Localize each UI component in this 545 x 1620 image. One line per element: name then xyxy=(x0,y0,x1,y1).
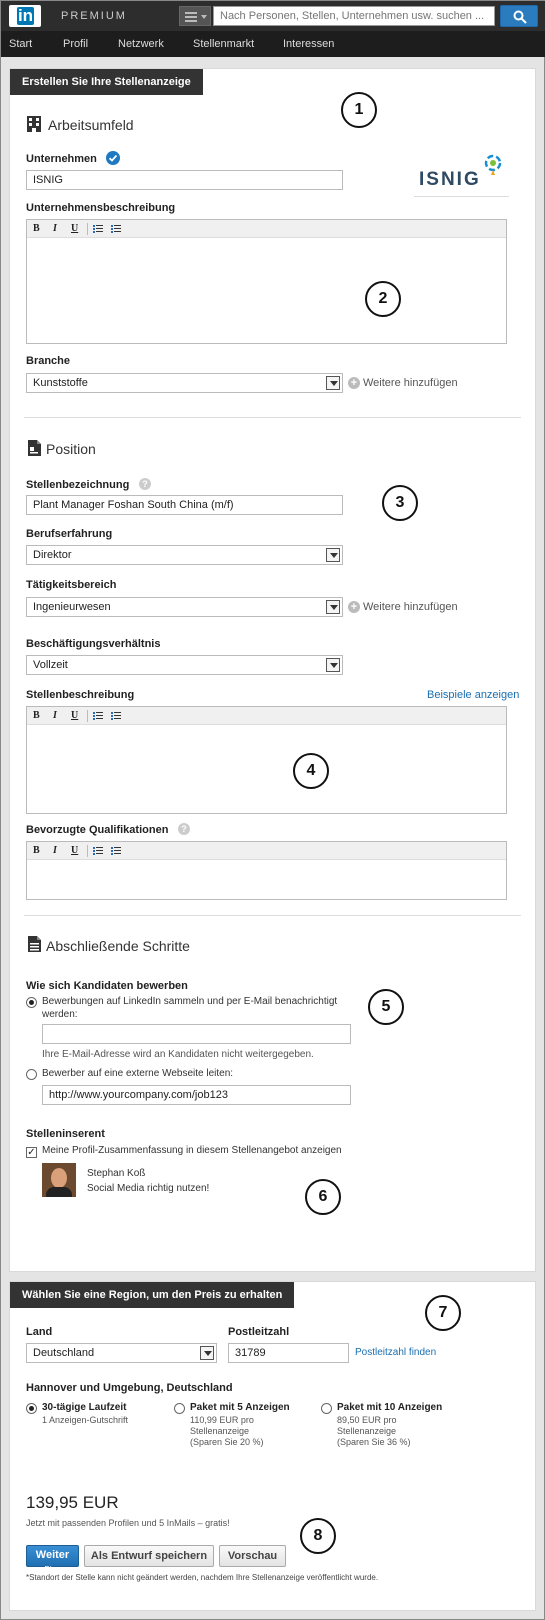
editor-toolbar xyxy=(27,220,506,238)
top-bar xyxy=(1,1,545,31)
country-select-value: Deutschland xyxy=(33,1347,95,1359)
branch-label: Branche xyxy=(26,355,71,367)
next-button-sublabel: Blog xyxy=(44,1565,61,1574)
option-external-text: Bewerber auf eine externe Webseite leiten: xyxy=(42,1068,234,1079)
qualifications-editor[interactable] xyxy=(26,841,507,900)
job-title-input[interactable] xyxy=(26,495,343,515)
branch-select-value: Kunststoffe xyxy=(33,377,88,389)
option-linkedin-text-1: Bewerbungen auf LinkedIn sammeln und per E-Mail benachrichtigt xyxy=(42,996,338,1007)
verified-check-icon xyxy=(106,151,120,165)
document-icon xyxy=(27,439,42,457)
numbered-list-icon[interactable] xyxy=(111,712,121,720)
country-select[interactable] xyxy=(26,1343,217,1363)
bullet-list-icon[interactable] xyxy=(93,225,103,233)
pricing-panel xyxy=(9,1281,536,1611)
chevron-down-icon xyxy=(326,658,340,672)
add-branch-link[interactable]: Weitere hinzufügen xyxy=(363,377,458,389)
chevron-down-icon xyxy=(201,15,207,19)
radio-package-10[interactable] xyxy=(321,1403,332,1414)
qualifications-label: Bevorzugte Qualifikationen xyxy=(26,824,169,836)
region-title: Hannover und Umgebung, Deutschland xyxy=(26,1382,233,1394)
examples-link[interactable]: Beispiele anzeigen xyxy=(427,689,520,701)
nav-start[interactable]: Start xyxy=(9,38,33,50)
package-10-price: 89,50 EUR pro xyxy=(337,1415,397,1425)
package-10-title: Paket mit 10 Anzeigen xyxy=(337,1402,443,1413)
info-icon[interactable]: ? xyxy=(178,823,190,835)
poster-name: Stephan Koß xyxy=(87,1168,146,1179)
annotation-3: 3 xyxy=(382,485,418,521)
preview-button[interactable]: Vorschau xyxy=(219,1545,286,1567)
poster-label: Stelleninserent xyxy=(26,1128,105,1140)
nav-netzwerk[interactable]: Netzwerk xyxy=(118,38,164,50)
next-button-label: Weiter xyxy=(35,1549,70,1561)
search-input[interactable] xyxy=(213,6,495,26)
footnote: *Standort der Stelle kann nicht geändert werden, nachdem Ihre Stellenanzeige veröffentlicht wurde. xyxy=(26,1573,379,1582)
italic-button[interactable]: I xyxy=(53,710,57,721)
function-label: Tätigkeitsbereich xyxy=(26,579,117,591)
section-title-final: Abschließende Schritte xyxy=(46,938,190,954)
search-icon xyxy=(513,10,527,24)
package-5-savings: (Sparen Sie 20 %) xyxy=(190,1437,264,1447)
country-label: Land xyxy=(26,1326,53,1338)
experience-label: Berufserfahrung xyxy=(26,528,113,540)
toolbar-divider xyxy=(87,845,88,857)
company-logo-text: ISNIG xyxy=(419,169,481,190)
job-title-label: Stellenbezeichnung xyxy=(26,479,130,491)
next-button[interactable] xyxy=(26,1545,79,1574)
radio-external-apply[interactable] xyxy=(26,1069,37,1080)
numbered-list-icon[interactable] xyxy=(111,847,121,855)
section-title-workplace: Arbeitsumfeld xyxy=(48,117,134,133)
nav-interessen[interactable]: Interessen xyxy=(283,38,335,50)
main-nav xyxy=(1,31,545,57)
zip-label: Postleitzahl xyxy=(228,1326,290,1338)
chevron-down-icon xyxy=(326,376,340,390)
building-icon xyxy=(25,115,43,133)
package-10-savings: (Sparen Sie 36 %) xyxy=(337,1437,411,1447)
add-circle-icon[interactable]: + xyxy=(348,377,360,389)
external-url-input[interactable] xyxy=(42,1085,351,1105)
zip-input[interactable] xyxy=(228,1343,349,1363)
find-zip-link[interactable]: Postleitzahl finden xyxy=(355,1347,437,1358)
employment-select[interactable] xyxy=(26,655,343,675)
bold-button[interactable]: B xyxy=(33,845,40,856)
package-5-price: 110,99 EUR pro xyxy=(190,1415,254,1425)
bullet-list-icon[interactable] xyxy=(93,847,103,855)
email-input[interactable] xyxy=(42,1024,351,1044)
bold-button[interactable]: B xyxy=(33,710,40,721)
experience-select-value: Direktor xyxy=(33,549,72,561)
company-logo xyxy=(414,157,509,197)
logo-text: in xyxy=(17,6,34,25)
italic-button[interactable]: I xyxy=(53,845,57,856)
option-linkedin-text-2: werden: xyxy=(42,1009,78,1020)
linkedin-logo[interactable] xyxy=(9,5,41,27)
branch-select[interactable] xyxy=(26,373,343,393)
pricing-header: Wählen Sie eine Region, um den Preis zu erhalten xyxy=(10,1282,294,1308)
annotation-2: 2 xyxy=(365,281,401,317)
package-30days-detail: 1 Anzeigen-Gutschrift xyxy=(42,1415,129,1425)
form-header: Erstellen Sie Ihre Stellenanzeige xyxy=(10,69,203,95)
poster-avatar xyxy=(42,1163,76,1197)
employment-select-value: Vollzeit xyxy=(33,659,68,671)
italic-button[interactable]: I xyxy=(53,223,57,234)
editor-toolbar xyxy=(27,842,506,860)
annotation-1: 1 xyxy=(341,92,377,128)
search-category-dropdown[interactable] xyxy=(179,6,211,26)
nav-stellenmarkt[interactable]: Stellenmarkt xyxy=(193,38,255,50)
underline-button[interactable]: U xyxy=(71,223,79,234)
toolbar-divider xyxy=(87,710,88,722)
poster-headline: Social Media richtig nutzen! xyxy=(87,1183,210,1194)
toolbar-divider xyxy=(87,223,88,235)
price-note: Jetzt mit passenden Profilen und 5 InMails – gratis! xyxy=(26,1518,230,1528)
chevron-down-icon xyxy=(326,548,340,562)
function-select[interactable] xyxy=(26,597,343,617)
isnig-logo-mark-icon xyxy=(484,154,502,176)
section-divider xyxy=(24,417,521,418)
underline-button[interactable]: U xyxy=(71,845,79,856)
annotation-8: 8 xyxy=(300,1518,336,1554)
premium-label: PREMIUM xyxy=(61,10,127,22)
search-button[interactable] xyxy=(500,5,538,27)
experience-select[interactable] xyxy=(26,545,343,565)
bullet-list-icon[interactable] xyxy=(93,712,103,720)
job-form-panel xyxy=(9,68,536,1272)
function-select-value: Ingenieurwesen xyxy=(33,601,111,613)
company-input[interactable] xyxy=(26,170,343,190)
email-note: Ihre E-Mail-Adresse wird an Kandidaten nicht weitergegeben. xyxy=(42,1049,314,1060)
add-circle-icon[interactable]: + xyxy=(348,601,360,613)
package-5-title: Paket mit 5 Anzeigen xyxy=(190,1402,290,1413)
show-profile-checkbox[interactable]: ✓ xyxy=(27,1147,36,1158)
add-function-link[interactable]: Weitere hinzufügen xyxy=(363,601,458,613)
annotation-6: 6 xyxy=(305,1179,341,1215)
total-price: 139,95 EUR xyxy=(26,1493,119,1512)
job-description-editor[interactable] xyxy=(26,706,507,814)
annotation-5: 5 xyxy=(368,989,404,1025)
show-profile-text: Meine Profil-Zusammenfassung in diesem Stellenangebot anzeigen xyxy=(42,1145,342,1156)
info-icon[interactable]: ? xyxy=(139,478,151,490)
company-label: Unternehmen xyxy=(26,153,97,165)
annotation-4: 4 xyxy=(293,753,329,789)
nav-profil[interactable]: Profil xyxy=(63,38,89,50)
section-divider xyxy=(24,915,521,916)
document-lines-icon xyxy=(27,935,42,953)
section-title-position: Position xyxy=(46,441,96,457)
radio-package-5[interactable] xyxy=(174,1403,185,1414)
package-10-unit: Stellenanzeige xyxy=(337,1426,397,1436)
bold-button[interactable]: B xyxy=(33,223,40,234)
company-description-editor[interactable] xyxy=(26,219,507,344)
annotation-7: 7 xyxy=(425,1295,461,1331)
package-5-unit: Stellenanzeige xyxy=(190,1426,250,1436)
chevron-down-icon xyxy=(326,600,340,614)
radio-package-30days[interactable] xyxy=(26,1403,37,1414)
underline-button[interactable]: U xyxy=(71,710,79,721)
numbered-list-icon[interactable] xyxy=(111,225,121,233)
radio-linkedin-apply[interactable] xyxy=(26,997,37,1008)
apply-method-label: Wie sich Kandidaten bewerben xyxy=(26,980,188,992)
chevron-down-icon xyxy=(200,1346,214,1360)
job-description-label: Stellenbeschreibung xyxy=(26,689,135,701)
editor-toolbar xyxy=(27,707,506,725)
employment-label: Beschäftigungsverhältnis xyxy=(26,638,161,650)
menu-icon xyxy=(185,12,197,14)
save-draft-button[interactable]: Als Entwurf speichern xyxy=(84,1545,214,1567)
package-30days-title: 30-tägige Laufzeit xyxy=(42,1402,127,1413)
company-description-label: Unternehmensbeschreibung xyxy=(26,202,176,214)
